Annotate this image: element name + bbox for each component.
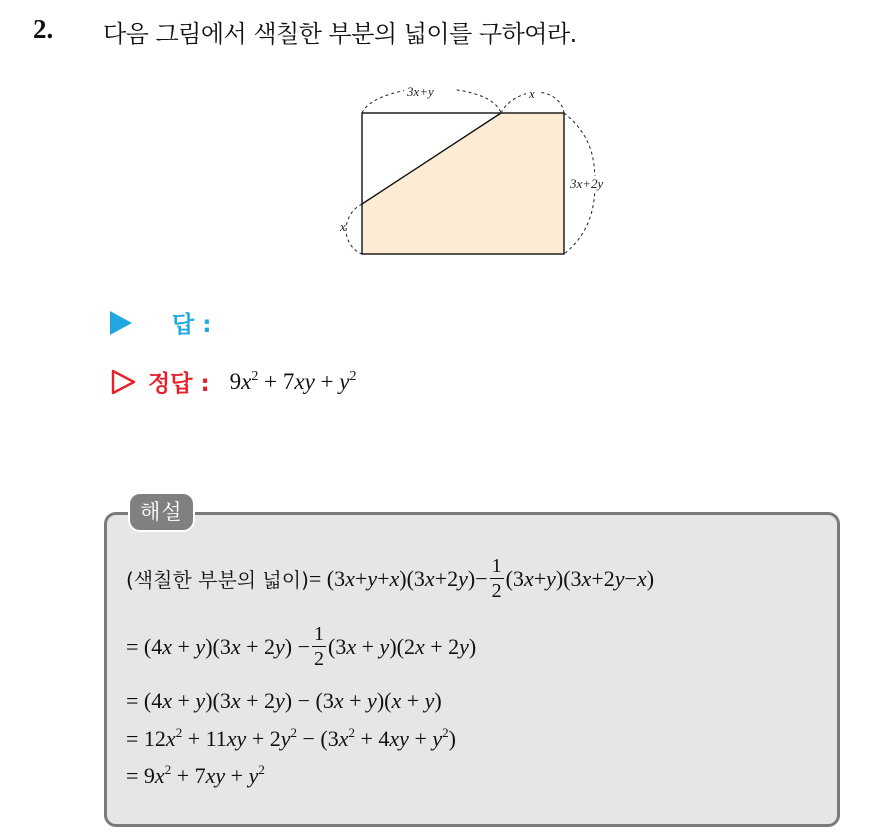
label-top-left: 3x+y bbox=[407, 84, 434, 99]
label-left: x bbox=[340, 219, 346, 234]
correct-label: 정답 : bbox=[148, 371, 210, 397]
answer-row bbox=[110, 306, 211, 339]
brace-left bbox=[346, 204, 362, 254]
solution-line1-prefix: (색칠한 부분의 넓이) bbox=[126, 568, 309, 592]
question-text: 다음 그림에서 색칠한 부분의 넓이를 구하여라. bbox=[103, 20, 577, 48]
area-figure bbox=[330, 80, 650, 270]
solution-line-4: = $12x^2 + 11xy + 2y^2 - (3x^2 + 4xy + y^2)$ bbox=[126, 725, 456, 751]
question-number: 2. bbox=[33, 14, 54, 44]
solution-line-5: = $9x^2 + 7xy + y^2$ bbox=[126, 762, 265, 788]
solution-line-2: = (4x + y)(3x + 2y) − $\frac{1}{2}$ (3x + y)(2x + 2y) bbox=[126, 623, 477, 670]
play-outline-icon bbox=[110, 369, 136, 395]
solution-line-1: (색칠한 부분의 넓이) = (3x+y+x)(3x+2y)− $\frac{1}{2}$ (3x+y)(3x+2y−x) bbox=[126, 555, 655, 602]
play-filled-icon bbox=[110, 311, 132, 335]
solution-tab: 해설 bbox=[128, 492, 195, 532]
answer-label: 답 : bbox=[172, 312, 212, 338]
label-top-right: x bbox=[529, 86, 535, 101]
solution-line-3: = (4x + y)(3x + 2y) − (3x + y)(x + y) bbox=[126, 688, 442, 713]
correct-answer: $9x^2 + 7xy + y^2$ bbox=[229, 368, 357, 394]
label-right: 3x+2y bbox=[570, 176, 604, 191]
correct-row bbox=[110, 365, 356, 398]
